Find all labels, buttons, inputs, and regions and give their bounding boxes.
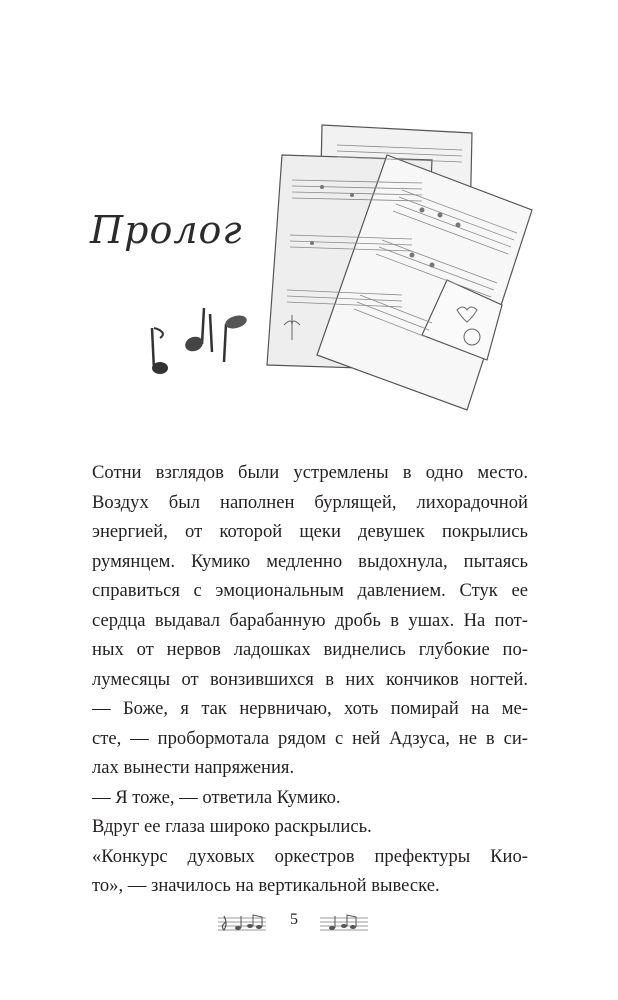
text-line: — Боже, я так нервничаю, хоть помирай на ме- (92, 698, 528, 719)
text-line: «Конкурс духовых оркестров префектуры Кио- (92, 845, 528, 867)
music-staff-ornament-right-icon (320, 912, 368, 934)
page-number: 5 (290, 911, 298, 928)
sheet-music-illustration-icon (262, 115, 537, 425)
text-line: ных от нервов ладошках виднелись глубокие по- (92, 639, 528, 660)
text-line: Вдруг ее глаза широко раскрылись. (92, 816, 372, 837)
text-line: — Я тоже, — ответила Кумико. (92, 786, 341, 808)
text-line: лумесяцы от вонзившихся в них кончиков ногтей. (92, 668, 528, 690)
text-line: то», — значилось на вертикальной вывеске. (92, 875, 440, 896)
body-text (92, 458, 528, 901)
text-line: справиться с эмоциональным давлением. Стук ее (92, 580, 528, 601)
text-line: энергией, от которой щеки девушек покрылись (92, 521, 528, 542)
music-notes-doodle-icon (140, 300, 260, 390)
text-line: Сотни взглядов были устремлены в одно место. (92, 462, 528, 483)
text-line: Воздух был наполнен бурлящей, лихорадочной (92, 491, 528, 513)
text-line: лах вынести напряжения. (92, 757, 295, 778)
music-staff-ornament-left-icon (218, 912, 266, 934)
chapter-title: Пролог (90, 208, 243, 252)
text-line: сердца выдавал барабанную дробь в ушах. На пот- (92, 609, 528, 631)
text-line: сте, — пробормотала рядом с ней Адзуса, не в си- (92, 727, 528, 749)
text-line: румянцем. Кумико медленно выдохнула, пытаясь (92, 550, 528, 572)
page-footer (0, 910, 618, 940)
